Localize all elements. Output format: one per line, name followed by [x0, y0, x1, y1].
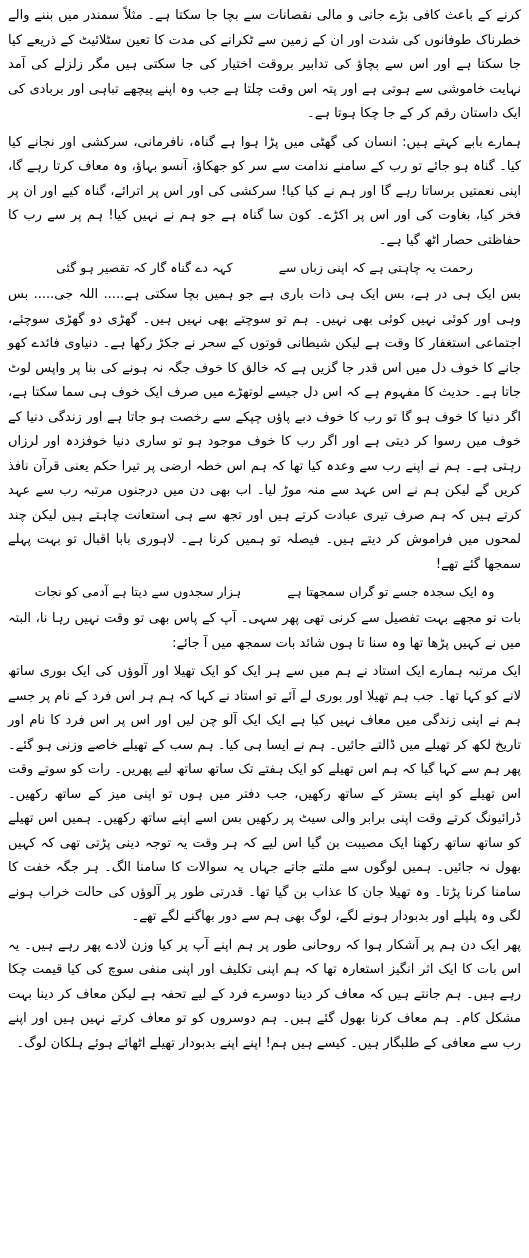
couplet-line-first: وہ ایک سجدہ جسے تو گراں سمجھتا ہے	[287, 584, 495, 599]
paragraph: پھر ایک دن ہم پر آشکار ہوا کہ روحانی طور پر ہم اپنے آپ پر کیا وزن لادے پھر رہے ہیں۔ یہ اس بات کا ایک اثر انگیز استعارہ تھا کہ ہم اپنی تکلیف اور اپنی منفی سوچ کی کیا قیمت چکا رہے ہیں۔ ہم جانتے ہیں کہ معاف کر دینا دوسرے فرد کے لیے تحفہ ہے لیکن معاف کر دینا بہت مشکل کام۔ ہم معاف کرنا بھول گئے ہیں۔ ہم دوسروں کو تو معاف کرتے نہیں ہیں اور اپنے رب سے معافی کے طلبگار ہیں۔ کیسے ہیں ہم! اپنے اپنے بدبودار تھیلے اٹھائے ہوئے ہلکان لوگ۔	[8, 937, 521, 1051]
paragraph: ایک مرتبہ ہمارے ایک استاد نے ہم میں سے ہر ایک کو ایک تھیلا اور آلوؤں کی ایک بوری ساتھ لانے کو کہا تھا۔ جب ہم تھیلا اور بوری لے آئے تو استاد نے کہا کہ ہم ہر اس فرد کے نام پر جسے ہم نے اپنی زندگی میں معاف نہیں کیا ہے ایک ایک آلو چن لیں اور اس پر اس فرد کا نام اور تاریخ لکھ کر تھیلے میں ڈالتے جائیں۔ ہم نے ایسا ہی کیا۔ ہم سب کے تھیلے خاصے وزنی ہو گئے۔ پھر ہم سے کہا گیا کہ ہم اس تھیلے کو ایک ہفتے تک ساتھ ساتھ لیے پھریں۔ رات کو سوتے وقت اس تھیلے کو اپنے بستر کے ساتھ رکھیں، جب دفتر میں ہوں تو اپنی میز کے ساتھ رکھیں۔ ڈرائیونگ کرتے وقت اپنی برابر والی سیٹ پر رکھیں بس اسے اپنے ساتھ رکھیں۔ ہمیں اس تھیلے کو ساتھ ساتھ رکھنا ایک مصیبت بن گیا اس لیے کہ ہر وقت یہ توجہ دینی پڑتی تھی کہ کہیں بھول نہ جائیں۔ ہمیں لوگوں سے ملتے جاتے جہاں یہ سوالات کا سامنا الگ۔ ہر جگہ خفت کا سامنا کرنا پڑتا۔ وہ تھیلا جان کا عذاب بن گیا تھا۔ قدرتی طور پر آلوؤں کی حالت خراب ہونے لگی وہ پلپلے اور بدبودار ہونے لگے، لوگ بھی ہم سے دور بھاگنے لگے تھے۔	[8, 664, 521, 924]
couplet-line-second: ہزار سجدوں سے دیتا ہے آدمی کو نجات	[34, 584, 242, 599]
couplet-line-second: کہہ دے گناہ گار کہ تقصیر ہو گئی	[56, 260, 233, 275]
paragraph: کرنے کے باعث کافی بڑے جانی و مالی نقصانات سے بچا جا سکتا ہے۔ مثلاً سمندر میں بننے والے خطرناک طوفانوں کی شدت اور ان کے زمین سے ٹکرانے کی مدت کا تعین سٹلائیٹ کے ذریعے کیا جا سکتا ہے اور اس سے بچاؤ کی تدابیر بروقت اختیار کی جا سکتی ہیں مگر زلزلے کی آمد نہایت خاموشی سے ہوتی ہے اور پتہ اس وقت چلتا ہے جب وہ اپنے پیچھے تباہی اور بربادی کی ایک داستان رقم کر کے جا چکا ہوتا ہے۔	[8, 8, 521, 121]
paragraph: بس ایک ہی در ہے، بس ایک ہی ذات باری ہے جو ہمیں بچا سکتی ہے..... اللہ جی..... بس وہی اور کوئی نہیں کوئی بھی نہیں۔ ہم تو سوچتے بھی نہیں ہیں۔ گھڑی دو گھڑی سوچئے، اجتماعی استغفار کا وقت ہے لیکن شیطانی قوتوں کے سحر نے جکڑ رکھا ہے۔ دنیاوی فائدے کھو جانے کا خوف دل میں اس قدر جا گزیں ہے کہ خالق کا خوف جگہ نہ ہونے کی بنا پر واپس لوٹ جاتا ہے۔ حدیث کا مفہوم ہے کہ اس دل جیسے لوتھڑے میں صرف ایک خوف ہی سما سکتا ہے، اگر دنیا کا خوف ہو گا تو رب کا خوف دبے پاؤں چپکے سے رخصت ہو جاتا ہے اور زندگی دنیا کے خوف میں رسوا کر دیتی ہے اور اگر رب کا خوف موجود ہو تو ساری دنیا خوفزدہ اور لرزاں رہتی ہے۔ ہم نے اپنے رب سے وعدہ کیا تھا کہ ہم اس خطہ ارضی پر تیرا حکم یعنی قرآن نافذ کریں گے لیکن ہم نے اس عہد سے منہ موڑ لیا۔ اب بھی دن میں درجنوں مرتبہ رب سے عہد کرتے ہیں کہ ہم صرف تیری عبادت کرتے ہیں اور تجھ سے ہی استعانت چاہتے ہیں لیکن چند لمحوں میں فراموش کر دیتے ہیں۔ فیصلہ تو ہمیں کرنا ہے۔ لاہوری بابا اقبال تو بہت پہلے سمجھا گئے تھے!	[8, 287, 521, 572]
couplet-line-first: رحمت یہ چاہتی ہے کہ اپنی زباں سے	[278, 260, 473, 275]
paragraph: ہمارے بابے کہتے ہیں: انسان کی گھٹی میں پڑا ہوا ہے گناہ، نافرمانی، سرکشی اور نجانے کیا کیا۔ گناہ ہو جائے تو رب کے سامنے ندامت سے سر کو جھکاؤ، آنسو بہاؤ، وہ معاف کرتا رہے گا، اپنی نعمتیں برساتا رہے گا اور ہم نے کیا کیا! سرکشی کی اور اس پر اترائے، گناہ کیے اور ان پر فخر کیا، بغاوت کی اور اس پر اکڑے۔ کون سا گناہ ہے جو ہم نے نہیں کیا! ہم پر سے رب کا حفاظتی حصار اٹھ گیا ہے۔	[8, 134, 521, 248]
poetry-couplet	[8, 581, 521, 603]
poetry-couplet	[8, 257, 521, 279]
paragraph: بات تو مجھے بہت تفصیل سے کرنی تھی پھر سہی۔ آپ کے پاس بھی تو وقت نہیں رہا نا، البتہ میں نے کہیں پڑھا تھا وہ سنا تا ہوں شائد بات سمجھ میں آ جائے:	[8, 611, 521, 651]
